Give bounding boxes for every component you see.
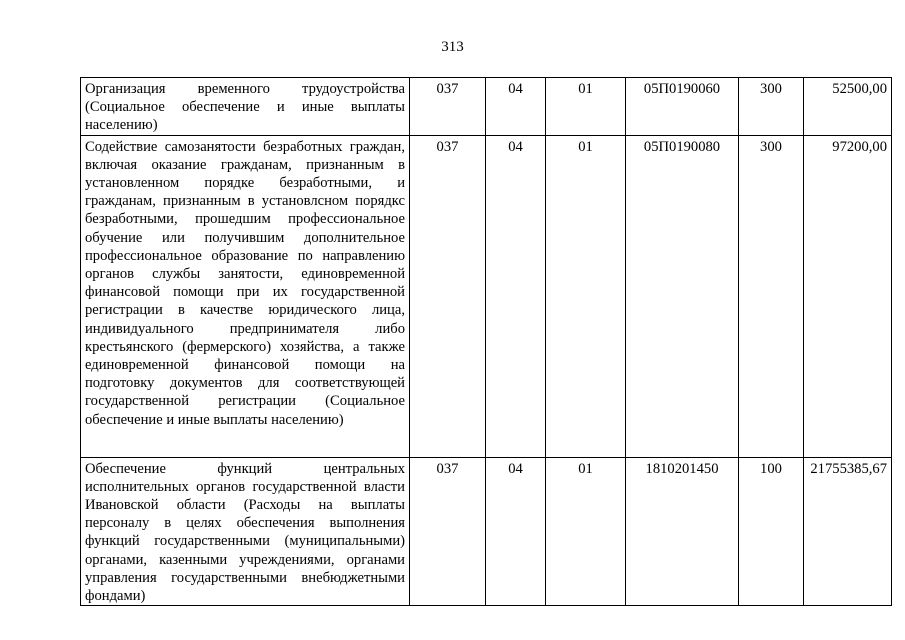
amount-value: 21755385,67 bbox=[804, 457, 892, 606]
table-row bbox=[81, 457, 892, 606]
row-description: Обеспечение функций центральных исполнительных органов государственной власти Ивановской области (Расходы на выплаты персоналу в целях обеспечения выполнения функций государственными (муниципальными) органами, казенными учреждениями, органами управления государственными внебюджетными фондами) bbox=[81, 457, 410, 606]
amount-value: 52500,00 bbox=[804, 78, 892, 136]
expense-type-code: 300 bbox=[739, 135, 804, 457]
subsection-code: 01 bbox=[546, 135, 626, 457]
table-row bbox=[81, 78, 892, 136]
page-number: 313 bbox=[441, 39, 464, 55]
subsection-code: 01 bbox=[546, 78, 626, 136]
target-article-code: 05П0190060 bbox=[626, 78, 739, 136]
expense-type-code: 300 bbox=[739, 78, 804, 136]
ministry-code: 037 bbox=[410, 78, 486, 136]
row-description: Содействие самозанятости безработных граждан, включая оказание гражданам, признанным в установленном порядке безработными, и гражданам, признанным в установлсном порядкс безработными, прошедшим профессиональное обучение или получившим дополнительное профессиональное образование по направлению органов службы занятости, единовременной финансовой помощи при их государственной регистрации в качестве юридического лица, индивидуального предпринимателя либо крестьянского (фермерского) хозяйства, а также единовременной финансовой помощи на подготовку документов для соответствующей государственной регистрации (Социальное обеспечение и иные выплаты населению) bbox=[81, 135, 410, 457]
budget-table bbox=[80, 77, 892, 606]
section-code: 04 bbox=[486, 78, 546, 136]
row-description: Организация временного трудоустройства (Социальное обеспечение и иные выплаты населению) bbox=[81, 78, 410, 136]
section-code: 04 bbox=[486, 457, 546, 606]
target-article-code: 05П0190080 bbox=[626, 135, 739, 457]
table-row bbox=[81, 135, 892, 457]
ministry-code: 037 bbox=[410, 457, 486, 606]
target-article-code: 1810201450 bbox=[626, 457, 739, 606]
section-code: 04 bbox=[486, 135, 546, 457]
subsection-code: 01 bbox=[546, 457, 626, 606]
amount-value: 97200,00 bbox=[804, 135, 892, 457]
expense-type-code: 100 bbox=[739, 457, 804, 606]
ministry-code: 037 bbox=[410, 135, 486, 457]
